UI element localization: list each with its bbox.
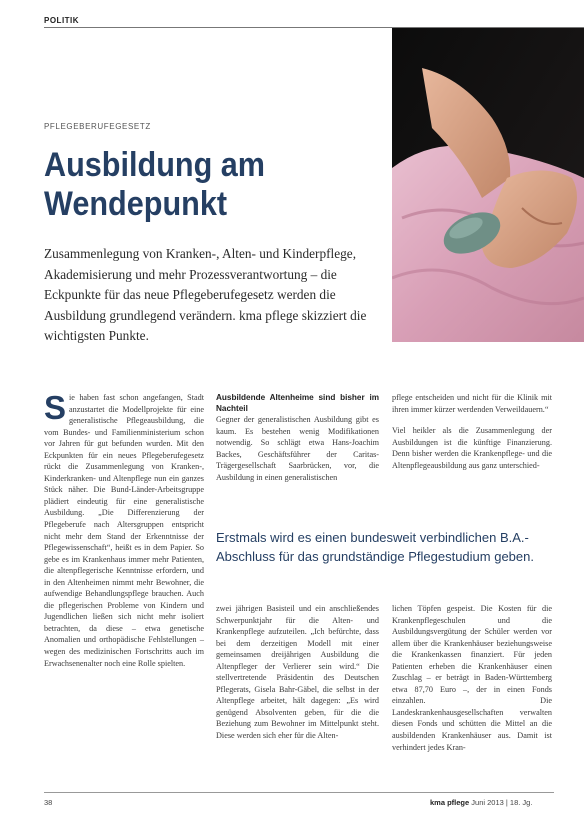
- column-3-text-2: Viel heikler als die Zusammenlegung der Ausbildungen ist die künftige Finanzierung. Denn bisher werden die Krankenpflege- und die Altenpflegeausbildung aus ganz unterschied-: [392, 426, 552, 470]
- column-3-lower-text: lichen Töpfen gespeist. Die Kosten für die Krankenpflegeschulen und die Ausbildungsvergütung der Schüler werden vor allem über die Krankenhäuser beziehungsweise die Krankenkassen finanziert. Für jeden Patienten erheben die Krankenhäuser einen Zuschlag – er beträgt in Baden-Württemberg etwa 87,70 Euro –, der in einen Fonds einzahlen. Die Landeskrankenhausgesellschaften verwalten diesen Fonds und schütten die Mittel an die ausbildenden Krankenhäuser aus. Damit ist verhindert jedes Kran-: [392, 604, 552, 752]
- article-photo: [392, 28, 584, 342]
- body-column-2: [216, 392, 379, 483]
- body-column-3: [392, 392, 552, 471]
- body-column-2-lower: [216, 603, 379, 742]
- body-column-1: [44, 389, 204, 669]
- page-number: 38: [44, 798, 53, 807]
- footer-brand: [430, 798, 532, 807]
- hands-washcloth-illustration: [392, 28, 584, 342]
- article-kicker: PFLEGEBERUFEGESETZ: [44, 122, 151, 131]
- brand-name: kma pflege: [430, 798, 470, 807]
- section-label: POLITIK: [44, 16, 80, 25]
- bottom-divider: [44, 792, 554, 793]
- issue-info: Juni 2013 | 18. Jg.: [471, 798, 533, 807]
- column-3-text-1: pflege entscheiden und nicht für die Klinik mit ihren immer kürzer werdenden Verweildauern.“: [392, 393, 552, 414]
- column-2-text: Gegner der generalistischen Ausbildung gibt es kaum. Es bestehen wenig Modifikationen notwendig. So schlägt etwa Hans-Joachim Backes, Geschäftsführer der Caritas-Trägergesellschaft Saarbrücken, vor, die Ausbildung in einen generalistischen: [216, 415, 379, 482]
- headline-line-1: Ausbildung am: [44, 146, 266, 184]
- column-1-text: ie haben fast schon angefangen, Stadt anzustartet die Modellprojekte für eine generalistische Pflegeausbildung, die vom Bundes- und Familienministerium schon vor Jahren für gut befunden wurden. Mit den Eckpunkten für ein neues Pflegeberufegesetz rückt die Zusammenlegung von Kranken-, Kinderkranken- und Altenpflege nun ein ganzes Stück näher. Die Bund-Länder-Arbeitsgruppe plädiert eindeutig für eine generalistische Ausbildung. „Die Differenzierung der Pflegeberufe nach Altersgruppen entspricht nicht mehr dem Stand der Erkenntnisse der Pflegewissenschaft“, heißt es in dem Papier. So gebe es im Krankenhaus immer mehr Patienten, die altenpflegerische Kenntnisse erfordern, und in den Altenheimen nimmt mehr Bewohner, die aufwendige Behandlungspflege brauchen. Auch die pflegerischen Probleme von Kindern und Jugendlichen ließen sich nicht mehr isoliert betrachten, da diese – etwa genetische Anomalien und orthopädische Fehlstellungen – wegen des medizinischen Fortschritts auch im Erwachsenenalter noch eine Rolle spielten.: [44, 393, 204, 668]
- column-2-subheading: Ausbildende Altenheime sind bisher im Nachteil: [216, 393, 379, 413]
- column-2-lower-text: zwei jährigen Basisteil und ein anschließendes Schwerpunktjahr für die Alten- und Krankenpflege aufzuteilen. „Ich befürchte, dass bei dem derzeitigen Modell mit einer gemeinsamen dreijährigen Ausbildung die Altenpfleger der Verlierer sein wird.“ Die stellvertretende Präsidentin des Deutschen Pflegerats, Gisela Bahr-Gäbel, die selbst in der Altenpflege arbeitet, hält dagegen: „Es wird genügend Absolventen geben, für die die Beziehung zum Bewohner im Mittelpunkt steht. Diese werden sich eher für die Alten-: [216, 604, 379, 741]
- drop-cap: S: [44, 389, 67, 426]
- body-column-3-lower: [392, 603, 552, 753]
- article-headline: [44, 146, 350, 224]
- headline-line-2: Wendepunkt: [44, 185, 228, 223]
- pull-quote: Erstmals wird es einen bundesweit verbindlichen B.A.-Abschluss für das grundständige Pflegestudium geben.: [216, 530, 534, 564]
- article-lead: Zusammenlegung von Kranken-, Alten- und Kinderpflege, Akademisierung und mehr Prozessverantwortung – die Eckpunkte für das neue Pflegeberufegesetz werden die Ausbildung grundlegend verändern. kma pflege skizziert die wichtigsten Punkte.: [44, 246, 367, 343]
